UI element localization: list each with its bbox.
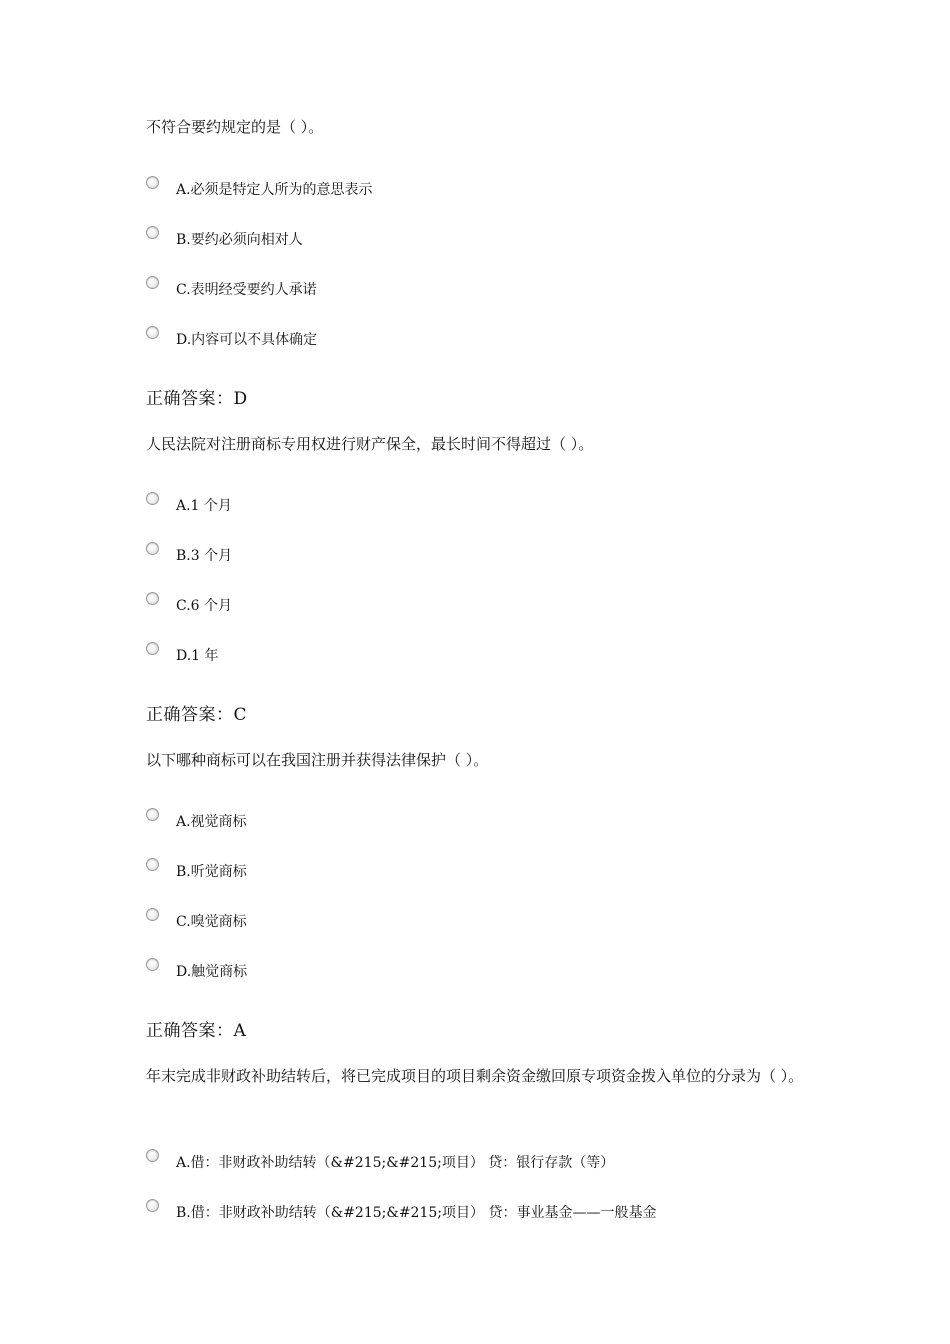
radio-button-icon[interactable] [146,226,159,239]
radio-button-icon[interactable] [146,642,159,655]
option-label: C.嗅觉商标 [176,914,247,930]
radio-button-icon[interactable] [146,908,159,921]
option-label: D.1 年 [176,648,219,664]
radio-button-icon[interactable] [146,276,159,289]
option-label: C.表明经受要约人承诺 [176,282,317,298]
answer-3: 正确答案：A [146,1021,247,1041]
radio-button-icon[interactable] [146,542,159,555]
question-2-text: 人民法院对注册商标专用权进行财产保全，最长时间不得超过（ ）。 [146,435,594,453]
option-label: B.借：非财政补助结转（&#215;&#215;项目） 贷：事业基金——一般基金 [176,1205,657,1221]
question-3-text: 以下哪种商标可以在我国注册并获得法律保护（ ）。 [146,751,489,769]
radio-button-icon[interactable] [146,1199,159,1212]
answer-1: 正确答案：D [146,389,248,409]
option-label: B.听觉商标 [176,864,247,880]
radio-button-icon[interactable] [146,326,159,339]
answer-2: 正确答案：C [146,705,248,725]
option-label: B.要约必须向相对人 [176,232,303,248]
radio-button-icon[interactable] [146,492,159,505]
option-label: C.6 个月 [176,598,233,614]
radio-button-icon[interactable] [146,592,159,605]
radio-button-icon[interactable] [146,858,159,871]
option-label: B.3 个月 [176,548,233,564]
option-label: D.触觉商标 [176,964,248,980]
radio-button-icon[interactable] [146,176,159,189]
question-4-text: 年末完成非财政补助结转后，将已完成项目的项目剩余资金缴回原专项资金拨入单位的分录为（ ）。 [146,1067,804,1085]
option-label: A.视觉商标 [176,814,247,830]
radio-button-icon[interactable] [146,1149,159,1162]
option-label: A.必须是特定人所为的意思表示 [176,182,373,198]
radio-button-icon[interactable] [146,808,159,821]
radio-button-icon[interactable] [146,958,159,971]
option-label: A.借：非财政补助结转（&#215;&#215;项目） 贷：银行存款（等） [176,1155,615,1171]
option-label: A.1 个月 [176,498,232,514]
option-label: D.内容可以不具体确定 [176,332,318,348]
question-1-text: 不符合要约规定的是（ ）。 [146,118,324,136]
